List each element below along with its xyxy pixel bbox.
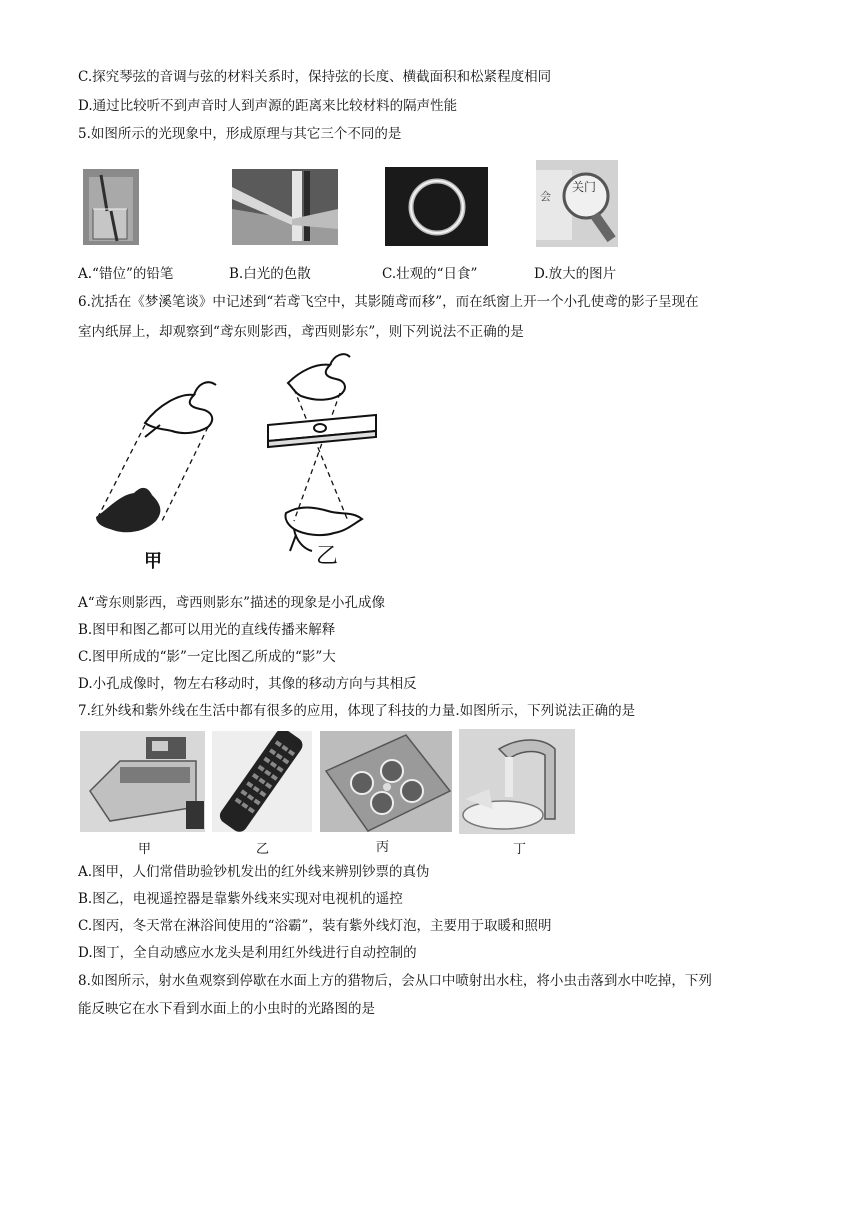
q6-label-yi: 乙 (316, 544, 339, 569)
q6-label-jia: 甲 (144, 551, 162, 572)
question-6-stem-line1: 6.沈括在《梦溪笔谈》中记述到“若鸢飞空中，其影随鸢而移”，而在纸窗上开一个小孔使鸢的影子呈现在 (78, 294, 699, 310)
q7-option-c: C.图丙，冬天常在淋浴间使用的“浴霸”，装有紫外线灯泡，主要用于取暖和照明 (78, 918, 552, 934)
question-8-stem-line2: 能反映它在水下看到水面上的小虫时的光路图的是 (78, 1001, 375, 1017)
q6-option-d: D.小孔成像时，物左右移动时，其像的移动方向与其相反 (78, 676, 417, 692)
q5-option-b: B.白光的色散 (229, 266, 311, 282)
question-6-stem-line2: 室内纸屏上，却观察到“鸢东则影西，鸢西则影东”，则下列说法不正确的是 (78, 324, 524, 340)
q7-label-yi: 乙 (256, 842, 270, 857)
bird-icon (145, 382, 216, 437)
q6-option-a: A“鸢东则影西，鸢西则影东”描述的现象是小孔成像 (78, 595, 386, 611)
option-d-text: D.通过比较听不到声音时人到声源的距离来比较材料的隔声性能 (78, 98, 458, 114)
q7-label-ding: 丁 (513, 842, 527, 857)
q5-photo-magnifier (536, 160, 618, 247)
q6-option-c: C.图甲所成的“影”一定比图乙所成的“影”大 (78, 649, 336, 665)
q7-option-a: A.图甲，人们常借助验钞机发出的红外线来辨别钞票的真伪 (78, 864, 430, 880)
q5-option-d: D.放大的图片 (534, 266, 617, 282)
option-c-text: C.探究琴弦的音调与弦的材料关系时，保持弦的长度、横截面积和松紧程度相同 (78, 69, 552, 85)
q6-diagram-svg (90, 345, 390, 575)
q7-option-d: D.图丁，全自动感应水龙头是利用红外线进行自动控制的 (78, 945, 417, 961)
q7-label-bing: 丙 (376, 840, 390, 855)
question-5-stem: 5.如图所示的光现象中，形成原理与其它三个不同的是 (78, 126, 402, 142)
q5-photo-pencil (83, 169, 139, 245)
q7-photo-bath-heater (320, 731, 452, 832)
q5-option-c: C.壮观的“日食” (382, 266, 478, 282)
q7-option-b: B.图乙，电视遥控器是靠紫外线来实现对电视机的遥控 (78, 891, 403, 907)
question-8-stem-line1: 8.如图所示，射水鱼观察到停歇在水面上方的猎物后，会从口中喷射出水柱，将小虫击落到水中吃掉，下列 (78, 973, 712, 989)
q5-photo-eclipse (385, 167, 488, 246)
q6-option-b: B.图甲和图乙都可以用光的直线传播来解释 (78, 622, 336, 638)
q6-diagram (90, 345, 390, 575)
q5-option-a: A.“错位”的铅笔 (78, 266, 174, 282)
q7-label-jia: 甲 (138, 842, 152, 857)
q5-magnified-sign-text: 关门 (572, 180, 597, 194)
q5-photo-dispersion (232, 169, 338, 245)
svg-text:会: 会 (540, 190, 551, 203)
bird-icon (288, 354, 350, 400)
screen-with-pinhole (268, 415, 376, 447)
question-7-stem: 7.红外线和紫外线在生活中都有很多的应用，体现了科技的力量.如图所示，下列说法正确的是 (78, 703, 636, 719)
shadow-bird-icon (96, 488, 160, 532)
q7-photo-faucet (459, 729, 575, 834)
q7-photo-remote (212, 731, 312, 832)
q7-photo-money-detector (80, 731, 205, 832)
